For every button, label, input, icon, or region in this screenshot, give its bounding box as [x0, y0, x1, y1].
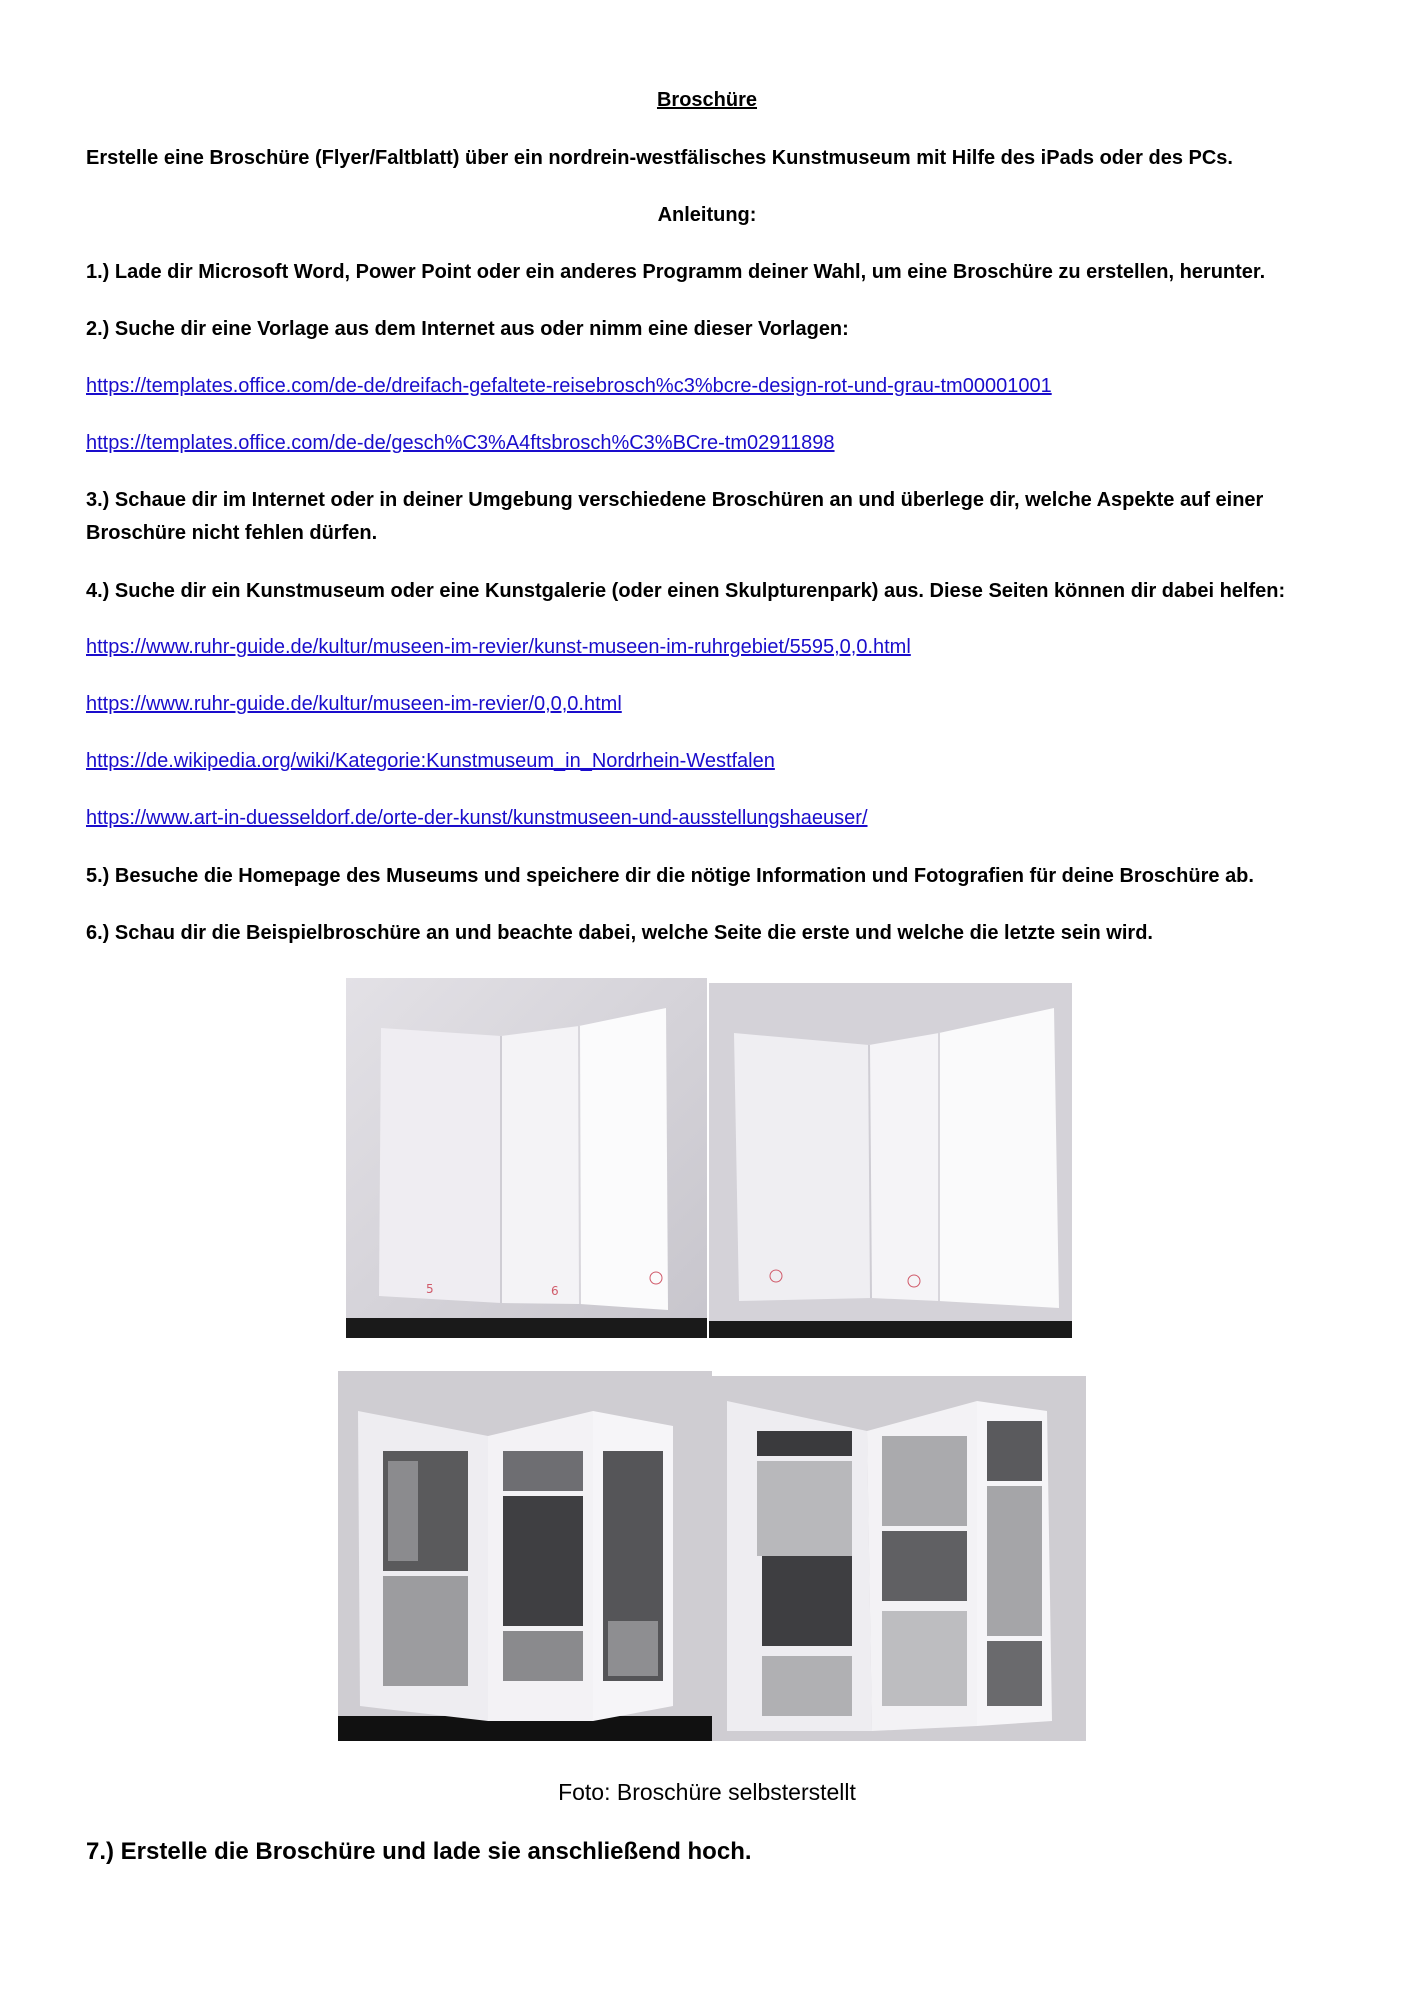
photo-caption: Foto: Broschüre selbsterstellt: [558, 1779, 856, 1805]
template-link-2[interactable]: https://templates.office.com/de-de/gesch%C3%A4ftsbrosch%C3%BCre-tm02911898: [86, 432, 835, 454]
photo-blank-brochure-left: [346, 978, 707, 1338]
svg-text:5: 5: [426, 1282, 434, 1296]
intro-text: Erstelle eine Broschüre (Flyer/Faltblatt) über ein nordrein-westfälisches Kunstmuseum mit Hilfe des iPads oder des PCs.: [86, 147, 1233, 169]
photo-blank-brochure-right: [709, 983, 1072, 1338]
step-6: 6.) Schau dir die Beispielbroschüre an und beachte dabei, welche Seite die erste und welche die letzte sein wird.: [86, 922, 1153, 944]
step-1: 1.) Lade dir Microsoft Word, Power Point oder ein anderes Programm deiner Wahl, um eine Broschüre zu erstellen, herunter.: [86, 261, 1266, 283]
instructions-heading: Anleitung:: [657, 204, 757, 226]
page-title: Broschüre: [656, 89, 758, 111]
step-4: 4.) Suche dir ein Kunstmuseum oder eine Kunstgalerie (oder einen Skulpturenpark) aus. Diese Seiten können dir dabei helfen:: [86, 580, 1286, 602]
svg-text:6: 6: [551, 1284, 559, 1298]
photo-printed-brochure-inside: [712, 1376, 1086, 1741]
step-5: 5.) Besuche die Homepage des Museums und speichere dir die nötige Information und Fotografien für deine Broschüre ab.: [86, 865, 1254, 887]
museum-link-1[interactable]: https://www.ruhr-guide.de/kultur/museen-im-revier/kunst-museen-im-ruhrgebiet/5595,0,0.html: [86, 636, 911, 658]
template-link-1[interactable]: https://templates.office.com/de-de/dreifach-gefaltete-reisebrosch%c3%bcre-design-rot-und-grau-tm00001001: [86, 375, 1052, 397]
step-2: 2.) Suche dir eine Vorlage aus dem Internet aus oder nimm eine dieser Vorlagen:: [86, 318, 849, 340]
museum-link-2[interactable]: https://www.ruhr-guide.de/kultur/museen-im-revier/0,0,0.html: [86, 693, 622, 715]
photo-printed-brochure-outside: [338, 1371, 712, 1741]
step-7: 7.) Erstelle die Broschüre und lade sie anschließend hoch.: [86, 1838, 752, 1865]
museum-link-4[interactable]: https://www.art-in-duesseldorf.de/orte-der-kunst/kunstmuseen-und-ausstellungshaeuser/: [86, 807, 868, 829]
museum-link-3[interactable]: https://de.wikipedia.org/wiki/Kategorie:Kunstmuseum_in_Nordrhein-Westfalen: [86, 750, 775, 772]
step-3: 3.) Schaue dir im Internet oder in deiner Umgebung verschiedene Broschüren an und überlege dir, welche Aspekte auf einer Broschüre nicht fehlen dürfen.: [86, 489, 1264, 544]
